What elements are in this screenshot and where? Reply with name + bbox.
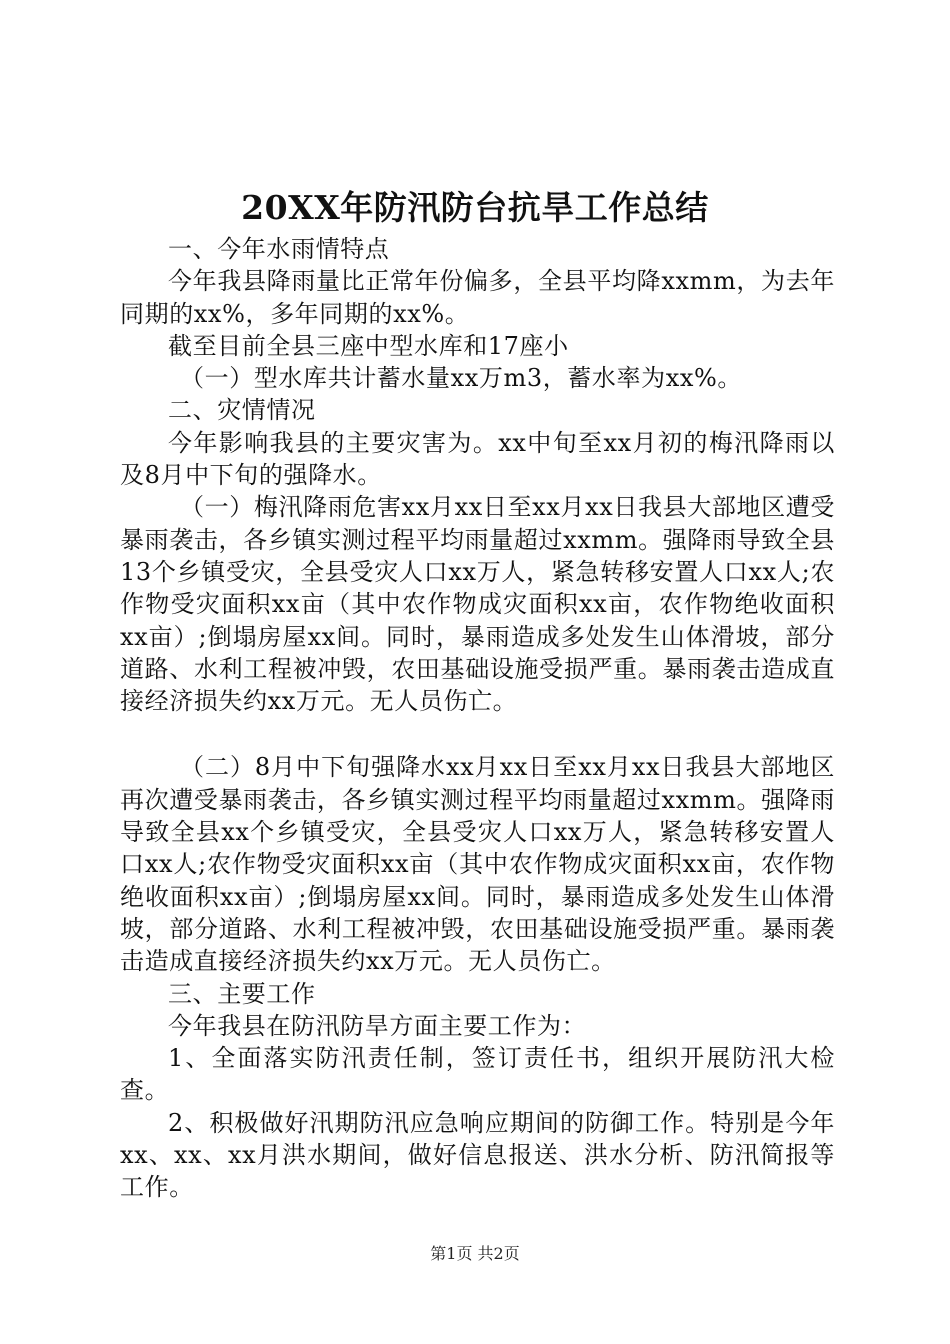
- page-number-footer: 第1页 共2页: [430, 1244, 520, 1263]
- paragraph-plum-rain-damage: （一）梅汛降雨危害xx月xx日至xx月xx日我县大部地区遭受暴雨袭击，各乡镇实测过程平均雨量超过xxmm。强降雨导致全县13个乡镇受灾，全县受灾人口xx万人，紧急转移安置人口xx人;农作物受灾面积xx亩（其中农作物成灾面积xx亩，农作物绝收面积xx亩）;倒塌房屋xx间。同时，暴雨造成多处发生山体滑坡，部分道路、水利工程被冲毁，农田基础设施受损严重。暴雨袭击造成直接经济损失约xx万元。无人员伤亡。: [120, 493, 835, 716]
- paragraph-work-item-1: 1、全面落实防汛责任制，签订责任书，组织开展防汛大检查。: [120, 1044, 835, 1105]
- paragraph-reservoir-count: 截至目前全县三座中型水库和17座小: [168, 331, 569, 360]
- paragraph-work-item-2: 2、积极做好汛期防汛应急响应期间的防御工作。特别是今年xx、xx、xx月洪水期间，做好信息报送、洪水分析、防汛简报等工作。: [120, 1108, 835, 1202]
- document-title: 20XX年防汛防台抗旱工作总结: [241, 188, 709, 227]
- paragraph-reservoir-storage: （一）型水库共计蓄水量xx万m3，蓄水率为xx%。: [180, 364, 742, 393]
- section-heading-disaster: 二、灾情情况: [168, 396, 316, 425]
- paragraph-rainfall-summary: 今年我县降雨量比正常年份偏多，全县平均降xxmm，为去年同期的xx%，多年同期的xx%。: [120, 267, 835, 328]
- paragraph-disaster-overview: 今年影响我县的主要灾害为。xx中旬至xx月初的梅汛降雨以及8月中下旬的强降水。: [120, 428, 835, 490]
- paragraph-august-rain-damage: （二）8月中下旬强降水xx月xx日至xx月xx日我县大部地区再次遭受暴雨袭击，各乡镇实测过程平均雨量超过xxmm。强降雨导致全县xx个乡镇受灾，全县受灾人口xx万人，紧急转移安置人口xx人;农作物受灾面积xx亩（其中农作物成灾面积xx亩，农作物绝收面积xx亩）;倒塌房屋xx间。同时，暴雨造成多处发生山体滑坡，部分道路、水利工程被冲毁，农田基础设施受损严重。暴雨袭击造成直接经济损失约xx万元。无人员伤亡。: [120, 753, 835, 976]
- section-heading-rainfall: 一、今年水雨情特点: [168, 235, 390, 263]
- document-body: [120, 233, 835, 1204]
- paragraph-main-work-intro: 今年我县在防汛防旱方面主要工作为：: [168, 1011, 587, 1040]
- section-heading-main-work: 三、主要工作: [168, 979, 316, 1008]
